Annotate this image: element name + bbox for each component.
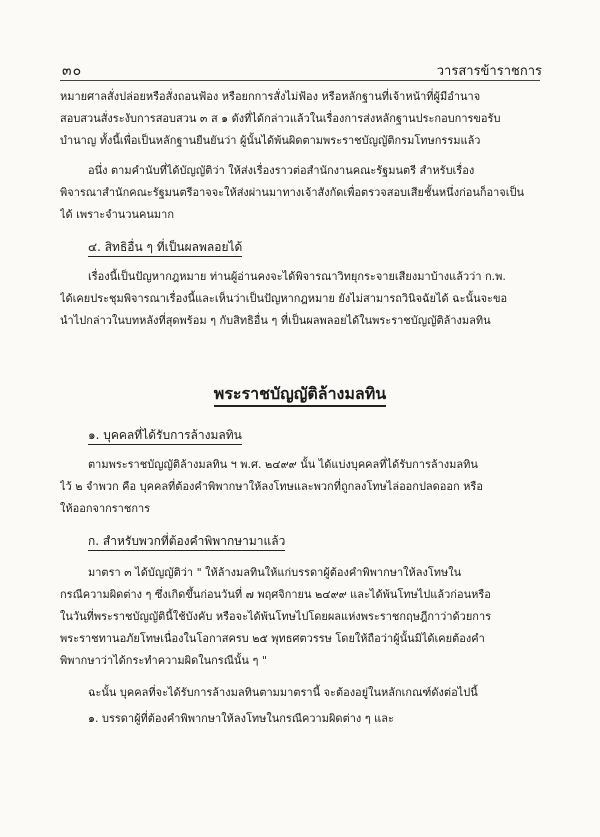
paragraph-line: นำไปกล่าวในบทหลังที่สุดพร้อม ๆ กับสิทธิอื่น ๆ ที่เป็นผลพลอยได้ในพระราชบัญญัติล้างมลทิน xyxy=(60,314,491,327)
paragraph-line: ให้ออกจากราชการ xyxy=(60,502,151,515)
paragraph-line: ได้เคยประชุมพิจารณาเรื่องนี้และเห็นว่าเป็นปัญหากฎหมาย ยังไม่สามารถวินิจฉัยได้ ฉะนั้นจะขอ xyxy=(60,292,508,305)
paragraph-line: ได้ เพราะจำนวนคนมาก xyxy=(60,208,174,221)
section-4-heading: ๔. สิทธิอื่น ๆ ที่เป็นผลพลอยได้ xyxy=(88,238,242,257)
paragraph-line: เรื่องนี้เป็นปัญหากฎหมาย ท่านผู้อ่านคงจะได้พิจารณาวิทยุกระจายเสียงมาบ้างแล้วว่า ก.พ. xyxy=(88,270,506,283)
paragraph-line: ๑. บรรดาผู้ที่ต้องคำพิพากษาให้ลงโทษในกรณีความผิดต่าง ๆ และ xyxy=(88,712,394,725)
paragraph-line: บำนาญ ทั้งนี้เพื่อเป็นหลักฐานยืนยันว่า ผู้นั้นได้พ้นผิดตามพระราชบัญญัติกรมโทษกรรมแล้ว xyxy=(60,134,481,147)
paragraph-line: ฉะนั้น บุคคลที่จะได้รับการล้างมลทินตามมาตรานี้ จะต้องอยู่ในหลักเกณฑ์ดังต่อไปนี้ xyxy=(88,686,478,699)
paragraph-line: ไว้ ๒ จำพวก คือ บุคคลที่ต้องคำพิพากษาให้ลงโทษและพวกที่ถูกลงโทษไล่ออกปลดออก หรือ xyxy=(60,480,483,493)
paragraph-line: มาตรา ๓ ได้บัญญัติว่า " ให้ล้างมลทินให้แก่บรรดาผู้ต้องคำพิพากษาให้ลงโทษใน xyxy=(88,566,462,579)
header-rule xyxy=(60,80,540,81)
section-heading xyxy=(88,530,570,552)
paragraph-line: ในวันที่พระราชบัญญัตินี้ใช้บังคับ หรือจะได้พ้นโทษไปโดยผลแห่งพระราชกฤษฎีกาว่าด้วยการ xyxy=(60,610,492,623)
paragraph-line: สอบสวนสั่งระงับการสอบสวน ๓ ส ๑ ดังที่ได้กล่าวแล้วในเรื่องการส่งหลักฐานประกอบการขอรับ xyxy=(60,112,501,125)
paragraph-line: ตามพระราชบัญญัติล้างมลทิน ฯ พ.ศ. ๒๔๙๙ นั้น ได้แบ่งบุคคลที่ได้รับการล้างมลทิน xyxy=(88,458,478,471)
section-heading xyxy=(88,236,570,258)
paragraph-line: พระราชทานอภัยโทษเนื่องในโอกาสครบ ๒๕ พุทธศตวรรษ โดยให้ถือว่าผู้นั้นมิได้เคยต้องคำ xyxy=(60,632,485,645)
paragraph-line: อนึ่ง ตามคำนับที่ได้บัญญัติว่า ให้ส่งเรื่องราวต่อสำนักงานคณะรัฐมนตรี สำหรับเรื่อง xyxy=(88,164,475,177)
paragraph-line: กรณีความผิดต่าง ๆ ซึ่งเกิดขึ้นก่อนวันที่ ๗ พฤศจิกายน ๒๔๙๙ และได้พ้นโทษไปแล้วก่อนหรือ xyxy=(60,588,491,601)
journal-title: วารสารข้าราชการ xyxy=(436,64,542,79)
section-1-heading: ๑. บุคคลที่ได้รับการล้างมลทิน xyxy=(88,426,242,445)
paragraph-line: หมายศาลสั่งปล่อยหรือสั่งถอนฟ้อง หรือยกการสั่งไม่ฟ้อง หรือหลักฐานที่เจ้าหน้าที่ผู้มีอำนาจ xyxy=(60,90,481,103)
main-title-wrap xyxy=(0,382,600,407)
section-ko-heading: ก. สำหรับพวกที่ต้องคำพิพากษามาแล้ว xyxy=(88,532,285,551)
section-heading xyxy=(88,424,570,446)
paragraph-line: พิพากษาว่าได้กระทำความผิดในกรณีนั้น ๆ " xyxy=(60,654,267,667)
main-title: พระราชบัญญัติล้างมลทิน xyxy=(214,384,386,407)
paragraph-line: พิจารณาสำนักคณะรัฐมนตรีอาจจะให้ส่งผ่านมาทางเจ้าสังกัดเพื่อตรวจสอบเสียชั้นหนึ่งก่อนก็อาจเป็น xyxy=(60,186,525,199)
page-number: ๓๐ xyxy=(62,63,83,79)
